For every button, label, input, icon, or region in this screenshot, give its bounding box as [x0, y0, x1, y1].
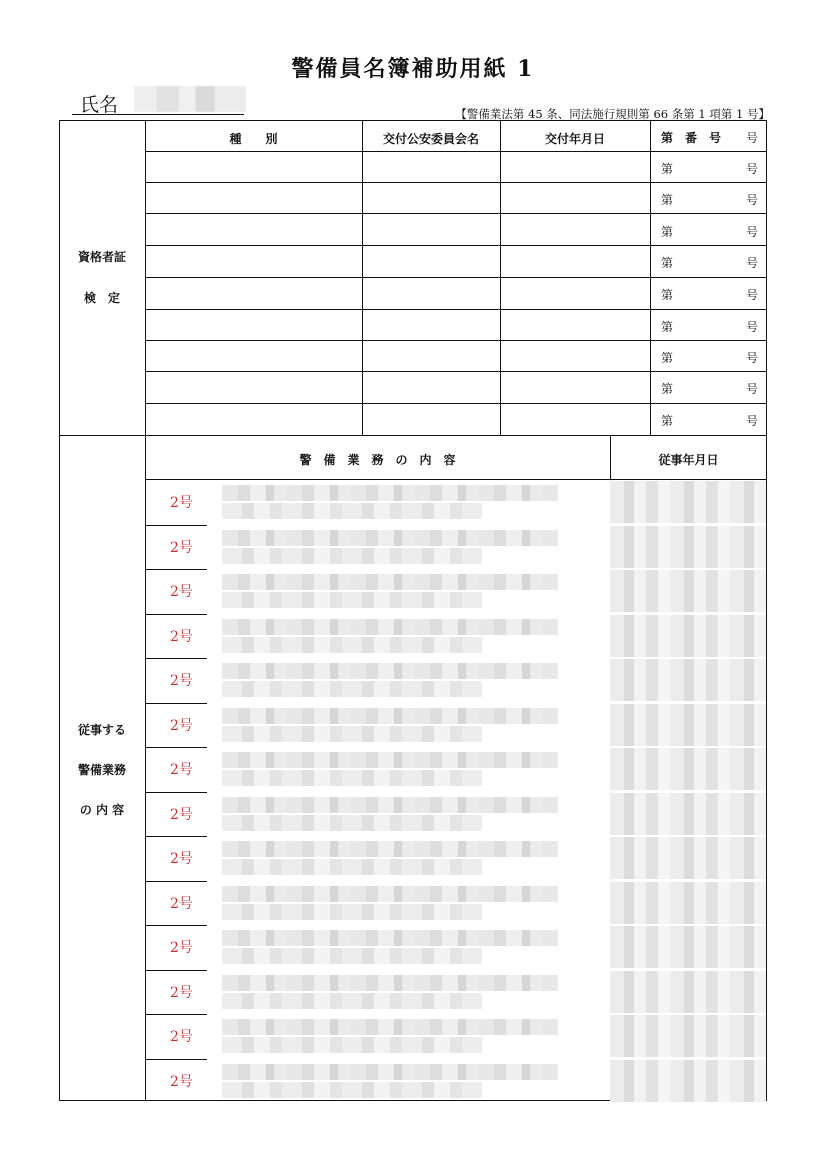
redacted-row-content — [206, 615, 766, 655]
row-category: 2号 — [170, 984, 193, 1001]
number-cell: 第 号 — [661, 351, 758, 365]
number-cell: 第 号 — [661, 320, 758, 334]
form-title: 警備員名簿補助用紙 1 — [291, 56, 535, 82]
number-cell: 第 号 — [661, 414, 758, 428]
redacted-row-content — [206, 837, 766, 877]
header-content: 警 備 業 務 の 内 容 — [299, 453, 456, 467]
header-date: 従事年月日 — [658, 453, 719, 467]
redacted-row-content — [206, 659, 766, 699]
section2-label-3: の 内 容 — [79, 803, 125, 817]
number-cell: 第 号 — [661, 162, 758, 176]
row-category: 2号 — [170, 762, 193, 778]
row-category: 2号 — [170, 495, 193, 511]
redacted-row-content — [206, 526, 766, 566]
name-redacted — [134, 86, 246, 112]
section2-label-2: 警備業務 — [77, 763, 126, 777]
section1-label-2: 検 定 — [83, 291, 120, 305]
row-category: 2号 — [170, 539, 193, 556]
name-underline — [72, 114, 244, 115]
number-cell: 第 号 — [661, 288, 758, 302]
row-category: 2号 — [170, 895, 193, 912]
row-category: 2号 — [170, 717, 193, 734]
row-category: 2号 — [170, 806, 193, 823]
redacted-row-content — [206, 748, 766, 788]
redacted-row-content — [206, 882, 766, 922]
row-category: 2号 — [170, 851, 193, 867]
header-commission: 交付公安委員会名 — [382, 132, 479, 146]
number-cell: 第 号 — [661, 382, 758, 396]
header-type: 種 別 — [229, 132, 278, 146]
number-cell: 第 号 — [661, 193, 758, 207]
redacted-row-content — [206, 481, 766, 521]
row-category: 2号 — [170, 1073, 193, 1090]
row-category: 2号 — [170, 673, 193, 689]
number-cell: 第 号 — [661, 225, 758, 239]
number-cell: 第 号 — [661, 256, 758, 270]
header-number: 第 番 号 号 — [661, 131, 758, 145]
redacted-row-content — [206, 926, 766, 966]
legal-reference: 【警備業法第 45 条、同法施行規則第 66 条第 1 項第 1 号】 — [455, 107, 770, 121]
redacted-row-content — [206, 1060, 766, 1100]
redacted-row-content — [206, 971, 766, 1011]
section1-label-1: 資格者証 — [77, 250, 126, 264]
row-category: 2号 — [170, 1029, 193, 1045]
redacted-row-content — [206, 570, 766, 610]
name-label: 氏名 — [80, 94, 119, 116]
row-category: 2号 — [170, 940, 193, 956]
header-issue-date: 交付年月日 — [544, 132, 605, 146]
redacted-row-content — [206, 704, 766, 744]
row-category: 2号 — [170, 628, 193, 645]
redacted-row-content — [206, 1015, 766, 1055]
section2-label-1: 従事する — [77, 723, 126, 737]
redacted-row-content — [206, 793, 766, 833]
row-category: 2号 — [170, 584, 193, 600]
